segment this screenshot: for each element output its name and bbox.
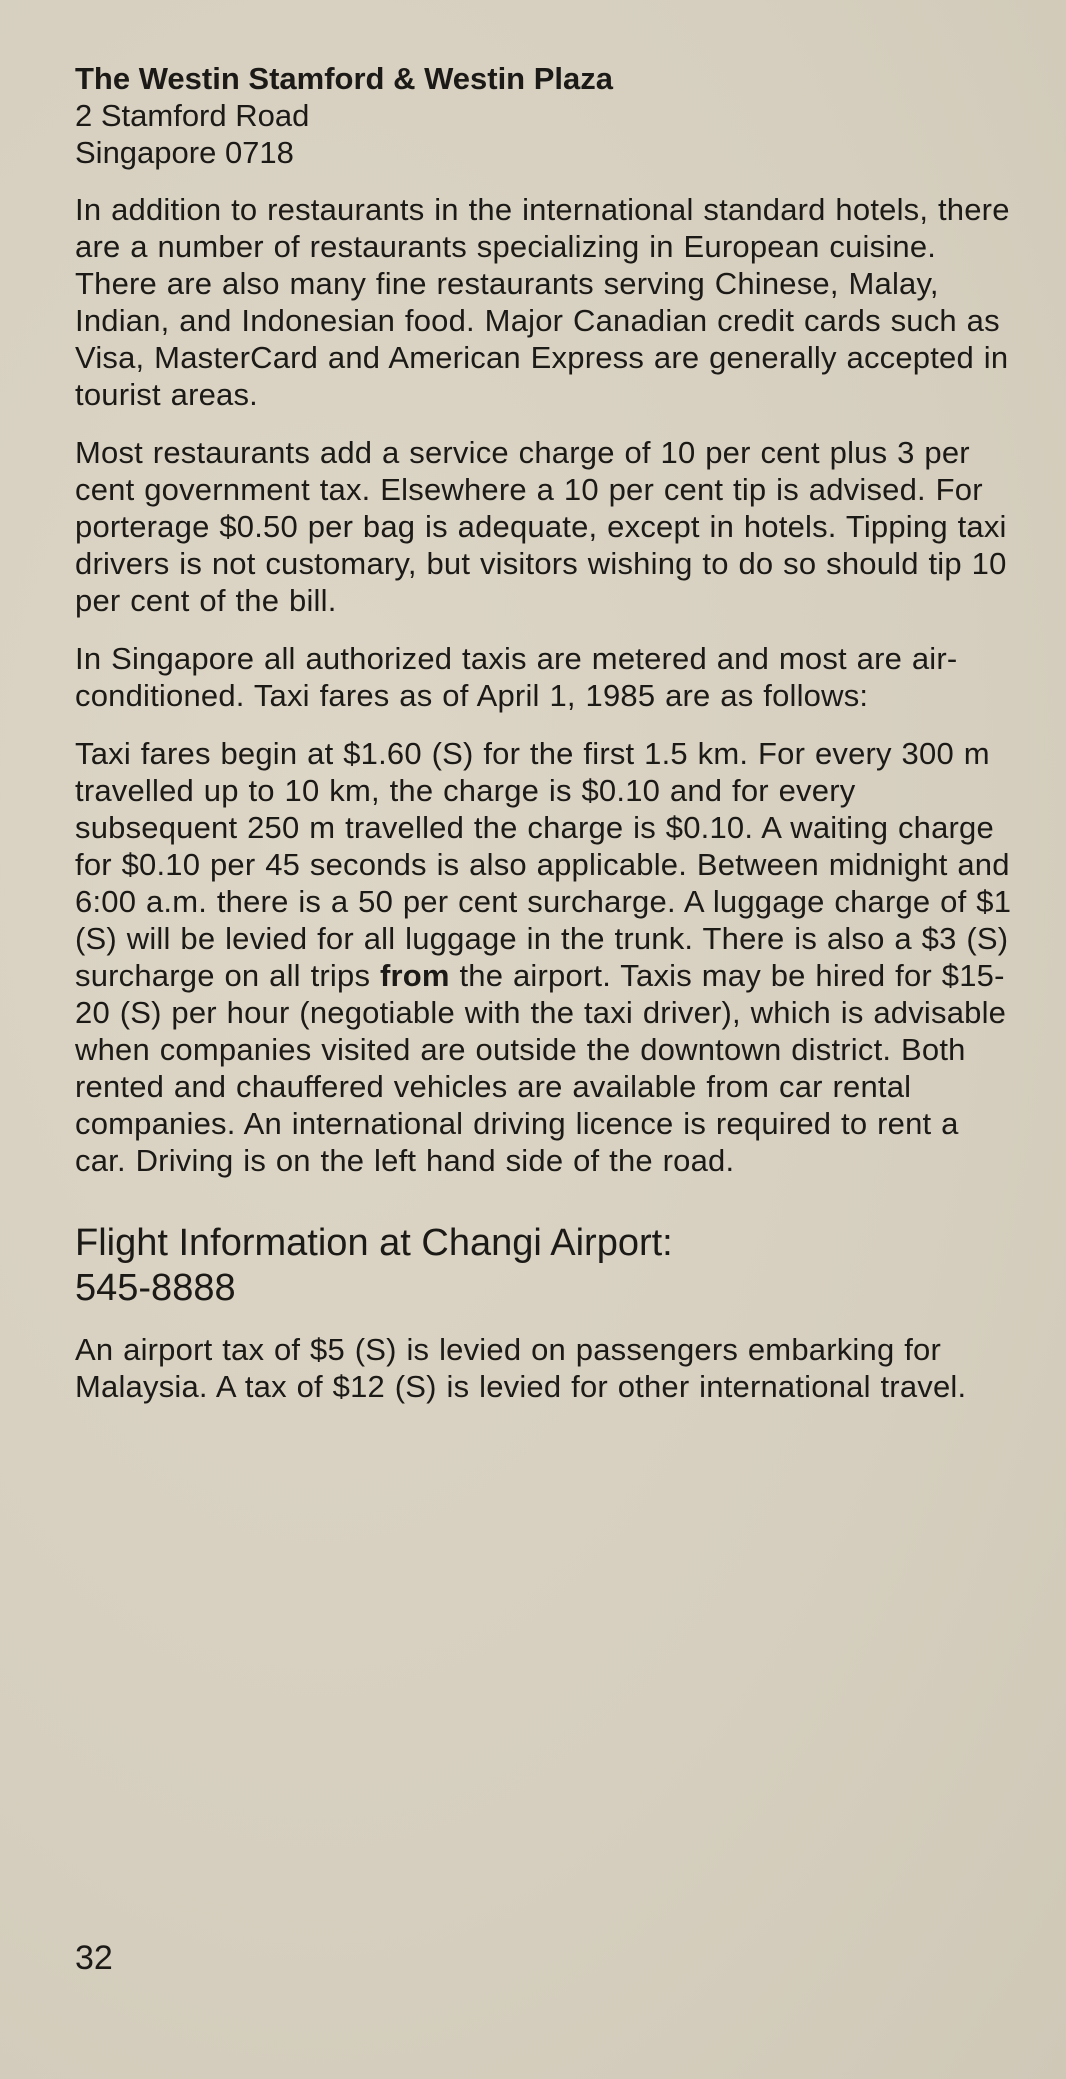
hotel-name: The Westin Stamford & Westin Plaza <box>75 61 614 96</box>
flight-info-heading <box>75 1221 1015 1311</box>
airport-tax-paragraph: An airport tax of $5 (S) is levied on passengers embarking for Malaysia. A tax of $12 (S) is levied for other international travel. <box>75 1332 967 1404</box>
hotel-street: 2 Stamford Road <box>75 98 310 133</box>
flight-info-phone: 545-8888 <box>75 1267 236 1309</box>
taxi-fares-text-after: the airport. Taxis may be hired for $15-20 (S) per hour (negotiable with the taxi driver), which is advisable when companies visited are outside the downtown district. Both rented and chauffered vehicles are available from car rental companies. An international driving licence is required to rent a car. Driving is on the left hand side of the road. <box>75 958 1007 1178</box>
taxi-fares-text-before: Taxi fares begin at $1.60 (S) for the first 1.5 km. For every 300 m travelled up to 10 km, the charge is $0.10 and for every subsequent 250 m travelled the charge is $0.10. A waiting charge for $0.10 per 45 seconds is also applicable. Between midnight and 6:00 a.m. there is a 50 per cent surcharge. A luggage charge of $1 (S) will be levied for all luggage in the trunk. There is also a $3 (S) surcharge on all trips <box>75 736 1012 993</box>
hotel-city: Singapore 0718 <box>75 135 294 170</box>
restaurants-paragraph: In addition to restaurants in the international standard hotels, there are a number of restaurants specializing in European cuisine. There are also many fine restaurants serving Chinese, Malay, Indian, and Indonesian food. Major Canadian credit cards such as Visa, MasterCard and American Express are generally accepted in tourist areas. <box>75 192 1010 412</box>
page-number: 32 <box>75 1939 113 1977</box>
taxis-intro-paragraph: In Singapore all authorized taxis are metered and most are air-conditioned. Taxi fares as of April 1, 1985 are as follows: <box>75 641 958 713</box>
flight-info-title: Flight Information at Changi Airport: <box>75 1222 673 1264</box>
hotel-address-block <box>75 60 1015 171</box>
page-content <box>75 60 1015 1426</box>
taxi-fares-paragraph <box>75 735 1015 1179</box>
tipping-paragraph: Most restaurants add a service charge of 10 per cent plus 3 per cent government tax. Elsewhere a 10 per cent tip is advised. For porterage $0.50 per bag is adequate, except in hotels. Tipping taxi drivers is not customary, but visitors wishing to do so should tip 10 per cent of the bill. <box>75 435 1007 618</box>
taxi-fares-bold-word: from <box>379 958 450 993</box>
